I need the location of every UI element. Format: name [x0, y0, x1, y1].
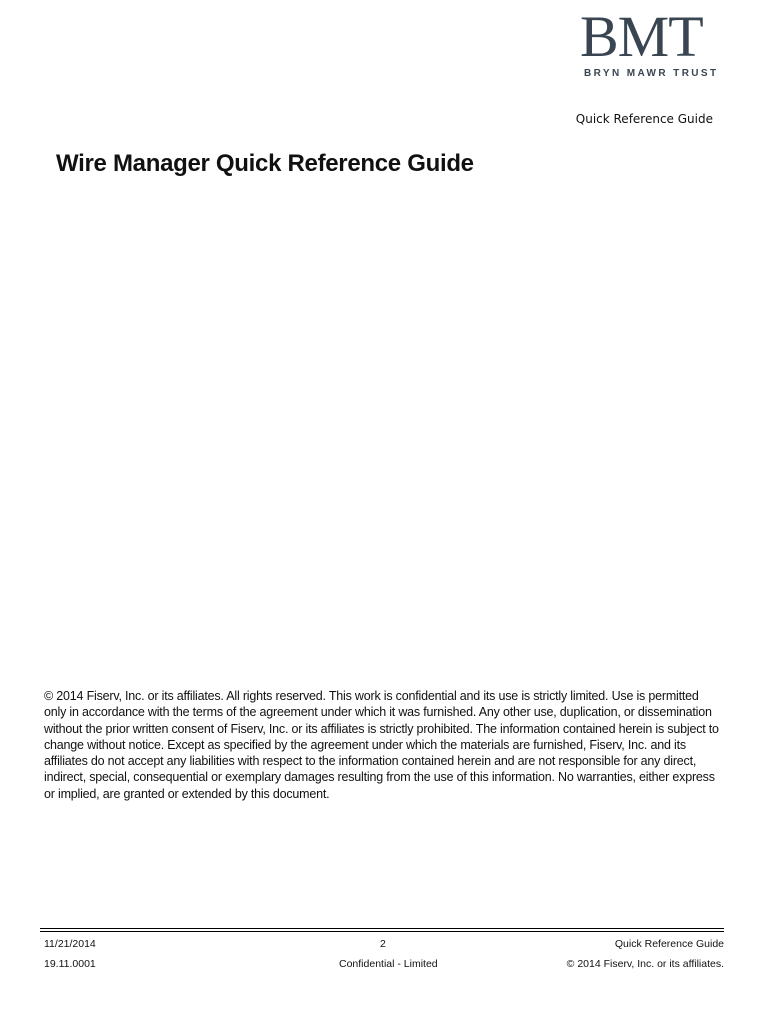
footer-date: 11/21/2014	[44, 938, 96, 950]
footer-divider	[40, 931, 724, 932]
logo-name: BRYN MAWR TRUST	[584, 68, 719, 79]
copyright-notice: © 2014 Fiserv, Inc. or its affiliates. All rights reserved. This work is confidential and its use is strictly limited. Use is permitted only in accordance with the terms of the agreement under which it was furnished. Any other use, duplication, or dissemination without the prior written consent of Fiserv, Inc. or its affiliates is strictly prohibited. The information contained herein is subject to change without notice. Except as specified by the agreement under which the materials are furnished, Fiserv, Inc. and its affiliates do not accept any liabilities with respect to the information contained herein and are not responsible for any direct, indirect, special, consequential or exemplary damages resulting from the use of this information. No warranties, either express or implied, are granted or extended by this document.	[44, 689, 719, 801]
document-title: Wire Manager Quick Reference Guide	[56, 150, 474, 177]
footer-version: 19.11.0001	[44, 958, 96, 970]
logo-mark: BMT	[580, 4, 703, 69]
footer-classification: Confidential - Limited	[339, 958, 438, 970]
footer-divider	[40, 928, 724, 929]
footer-copyright: © 2014 Fiserv, Inc. or its affiliates.	[566, 958, 724, 970]
header-label: Quick Reference Guide	[575, 112, 713, 126]
footer-guide-name: Quick Reference Guide	[614, 938, 724, 950]
bryn-mawr-trust-logo	[578, 4, 728, 79]
footer-page-number: 2	[380, 938, 386, 950]
